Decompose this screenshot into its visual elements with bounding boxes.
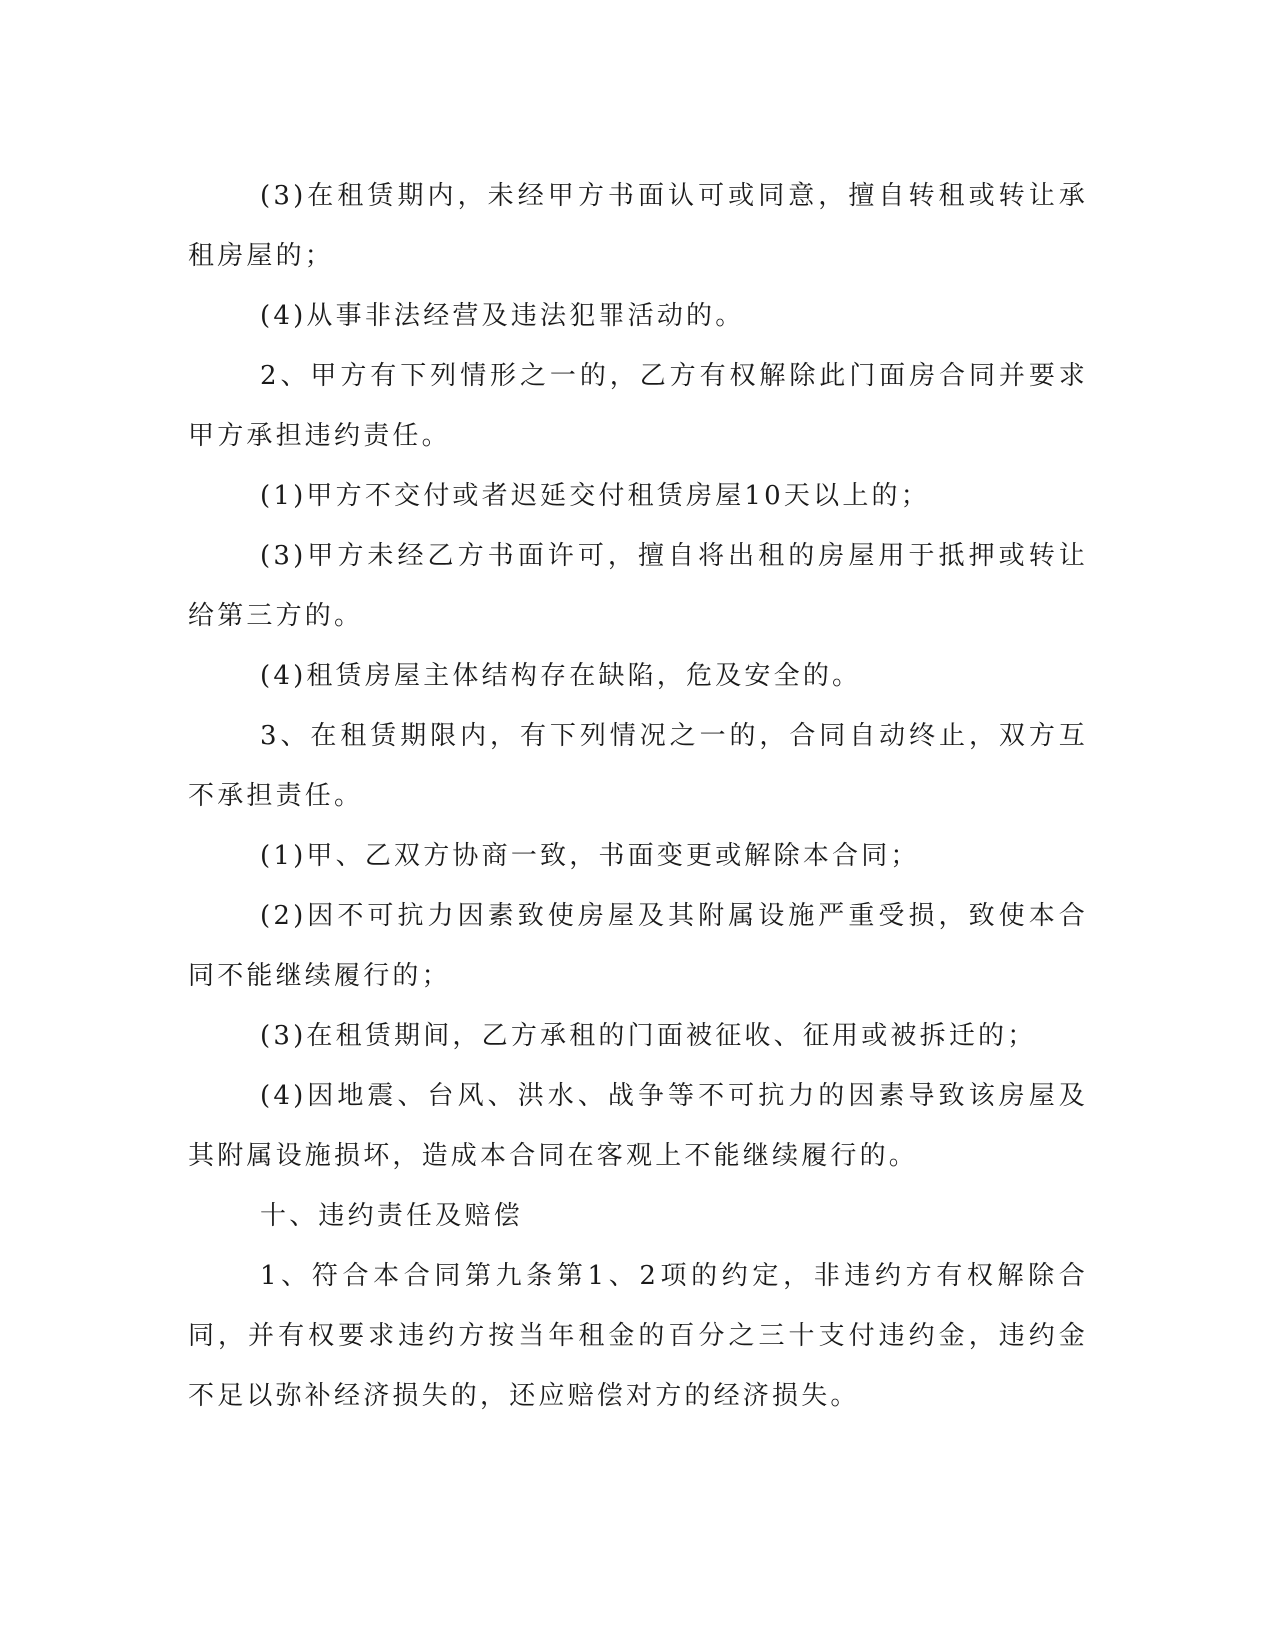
paragraph-penalty-clause: 1、符合本合同第九条第1、2项的约定，非违约方有权解除合同，并有权要求违约方按当年租金的百分之三十支付违约金，违约金不足以弥补经济损失的，还应赔偿对方的经济损失。	[188, 1261, 1088, 1411]
paragraph-force-majeure-damage-clause: (2)因不可抗力因素致使房屋及其附属设施严重受损，致使本合同不能继续履行的；	[188, 901, 1088, 991]
document-body	[188, 166, 1088, 1426]
paragraph-expropriation-clause: (3)在租赁期间，乙方承租的门面被征收、征用或被拆迁的；	[260, 1021, 1037, 1051]
section-heading-liability: 十、违约责任及赔偿	[260, 1201, 523, 1231]
paragraph-delayed-delivery-clause: (1)甲方不交付或者迟延交付租赁房屋10天以上的；	[260, 481, 930, 511]
paragraph-auto-termination-heading: 3、在租赁期限内，有下列情况之一的，合同自动终止，双方互不承担责任。	[188, 721, 1088, 811]
paragraph-mortgage-transfer-clause: (3)甲方未经乙方书面许可，擅自将出租的房屋用于抵押或转让给第三方的。	[188, 541, 1088, 631]
paragraph-illegal-activity-clause: (4)从事非法经营及违法犯罪活动的。	[260, 301, 745, 331]
paragraph-mutual-agreement-clause: (1)甲、乙双方协商一致，书面变更或解除本合同；	[260, 841, 920, 871]
paragraph-party-a-breach-heading: 2、甲方有下列情形之一的，乙方有权解除此门面房合同并要求甲方承担违约责任。	[188, 361, 1088, 451]
paragraph-sublease-clause: (3)在租赁期内，未经甲方书面认可或同意，擅自转租或转让承租房屋的；	[188, 181, 1088, 271]
paragraph-structural-defect-clause: (4)租赁房屋主体结构存在缺陷，危及安全的。	[260, 661, 862, 691]
paragraph-natural-disaster-clause: (4)因地震、台风、洪水、战争等不可抗力的因素导致该房屋及其附属设施损坏，造成本合同在客观上不能继续履行的。	[188, 1081, 1088, 1171]
